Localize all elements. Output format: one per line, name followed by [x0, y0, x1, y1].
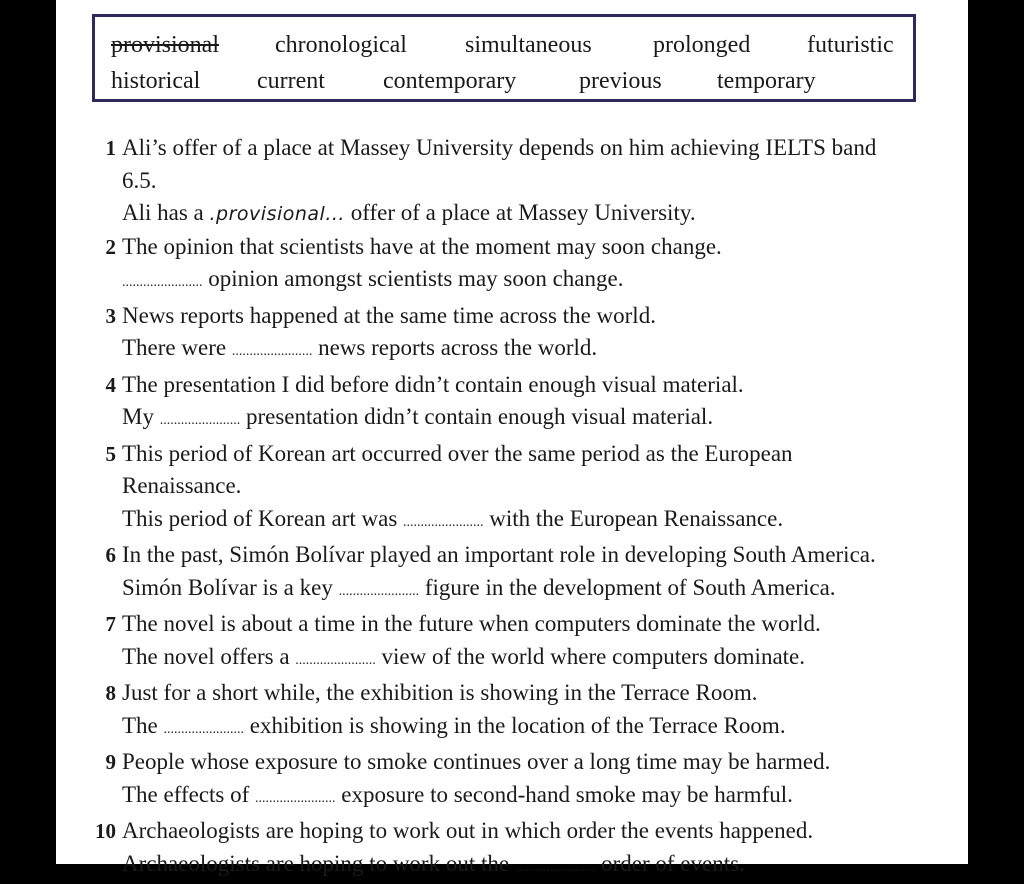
word-bank-word: previous — [579, 67, 662, 95]
exercise-list — [56, 132, 968, 884]
exercise-item — [56, 300, 968, 369]
word-bank-word: historical — [111, 67, 200, 95]
worksheet-page — [56, 0, 968, 864]
word-bank-word: current — [257, 67, 325, 95]
answer-suffix: opinion amongst scientists may soon change. — [203, 266, 624, 291]
answer-suffix: order of events. — [595, 851, 744, 876]
item-sentence: 6.5. — [56, 165, 968, 198]
item-number: 6 — [80, 539, 116, 572]
item-number: 7 — [80, 608, 116, 641]
word-bank-word: chronological — [275, 31, 407, 59]
exercise-item — [56, 438, 968, 540]
item-sentence: Archaeologists are hoping to work out in which order the events happened. — [56, 815, 968, 848]
answer-blank[interactable]: ....................... — [160, 405, 241, 438]
word-bank-word: contemporary — [383, 67, 516, 95]
answer-blank[interactable]: ....................... — [232, 336, 313, 369]
item-sentence: People whose exposure to smoke continues over a long time may be harmed. — [56, 746, 968, 779]
exercise-item — [56, 608, 968, 677]
exercise-item — [56, 677, 968, 746]
answer-suffix: exhibition is showing in the location of the Terrace Room. — [244, 713, 786, 738]
item-answer-line — [56, 710, 968, 747]
item-answer-line — [56, 641, 968, 678]
item-number: 3 — [80, 300, 116, 333]
answer-prefix: The novel offers a — [122, 644, 295, 669]
item-answer-line — [56, 503, 968, 540]
item-sentence: The presentation I did before didn’t contain enough visual material. — [56, 369, 968, 402]
item-sentence: Ali’s offer of a place at Massey University depends on him achieving IELTS band — [56, 132, 968, 165]
answer-prefix: There were — [122, 335, 232, 360]
exercise-item — [56, 539, 968, 608]
word-bank-word: futuristic — [807, 31, 894, 59]
item-answer-line — [56, 263, 968, 300]
answer-blank[interactable]: ....................... — [403, 507, 484, 540]
exercise-item — [56, 369, 968, 438]
word-bank-word: temporary — [717, 67, 816, 95]
word-bank-word: simultaneous — [465, 31, 592, 59]
item-sentence: This period of Korean art occurred over the same period as the European — [56, 438, 968, 471]
item-sentence: The novel is about a time in the future when computers dominate the world. — [56, 608, 968, 641]
exercise-item — [56, 746, 968, 815]
answer-prefix: This period of Korean art was — [122, 506, 403, 531]
item-answer-line — [56, 197, 968, 231]
answer-prefix: Archaeologists are hoping to work out the — [122, 851, 515, 876]
answer-blank[interactable]: ....................... — [164, 714, 245, 747]
answer-prefix: The — [122, 713, 164, 738]
item-sentence: Renaissance. — [56, 470, 968, 503]
answer-prefix: Ali has a — [122, 200, 210, 225]
item-sentence: In the past, Simón Bolívar played an important role in developing South America. — [56, 539, 968, 572]
exercise-item — [56, 815, 968, 884]
item-sentence: News reports happened at the same time across the world. — [56, 300, 968, 333]
item-answer-line — [56, 779, 968, 816]
word-bank-word: prolonged — [653, 31, 750, 59]
answer-suffix: offer of a place at Massey University. — [345, 200, 696, 225]
item-sentence: Just for a short while, the exhibition is showing in the Terrace Room. — [56, 677, 968, 710]
answer-prefix: Simón Bolívar is a key — [122, 575, 339, 600]
answer-blank-filled[interactable]: .provisional... — [210, 203, 345, 225]
answer-suffix: news reports across the world. — [312, 335, 597, 360]
answer-prefix: The effects of — [122, 782, 255, 807]
answer-suffix: with the European Renaissance. — [484, 506, 784, 531]
answer-blank[interactable]: ....................... — [255, 783, 336, 816]
item-answer-line — [56, 848, 968, 884]
item-sentence: The opinion that scientists have at the moment may soon change. — [56, 231, 968, 264]
answer-blank[interactable]: ....................... — [515, 852, 596, 884]
item-number: 10 — [80, 815, 116, 848]
answer-suffix: presentation didn’t contain enough visual material. — [240, 404, 713, 429]
item-number: 2 — [80, 231, 116, 264]
answer-suffix: view of the world where computers dominate. — [376, 644, 805, 669]
item-number: 5 — [80, 438, 116, 471]
item-number: 8 — [80, 677, 116, 710]
answer-blank[interactable]: ....................... — [122, 267, 203, 300]
answer-blank[interactable]: ....................... — [295, 645, 376, 678]
item-number: 9 — [80, 746, 116, 779]
answer-suffix: figure in the development of South America. — [419, 575, 835, 600]
answer-blank[interactable]: ....................... — [339, 576, 420, 609]
exercise-item — [56, 132, 968, 231]
exercise-item — [56, 231, 968, 300]
answer-suffix: exposure to second-hand smoke may be harmful. — [336, 782, 793, 807]
answer-prefix: My — [122, 404, 160, 429]
word-bank-box — [92, 14, 916, 102]
word-bank-word: provisional — [111, 31, 219, 59]
item-answer-line — [56, 401, 968, 438]
item-number: 1 — [80, 132, 116, 165]
item-answer-line — [56, 572, 968, 609]
item-answer-line — [56, 332, 968, 369]
item-number: 4 — [80, 369, 116, 402]
